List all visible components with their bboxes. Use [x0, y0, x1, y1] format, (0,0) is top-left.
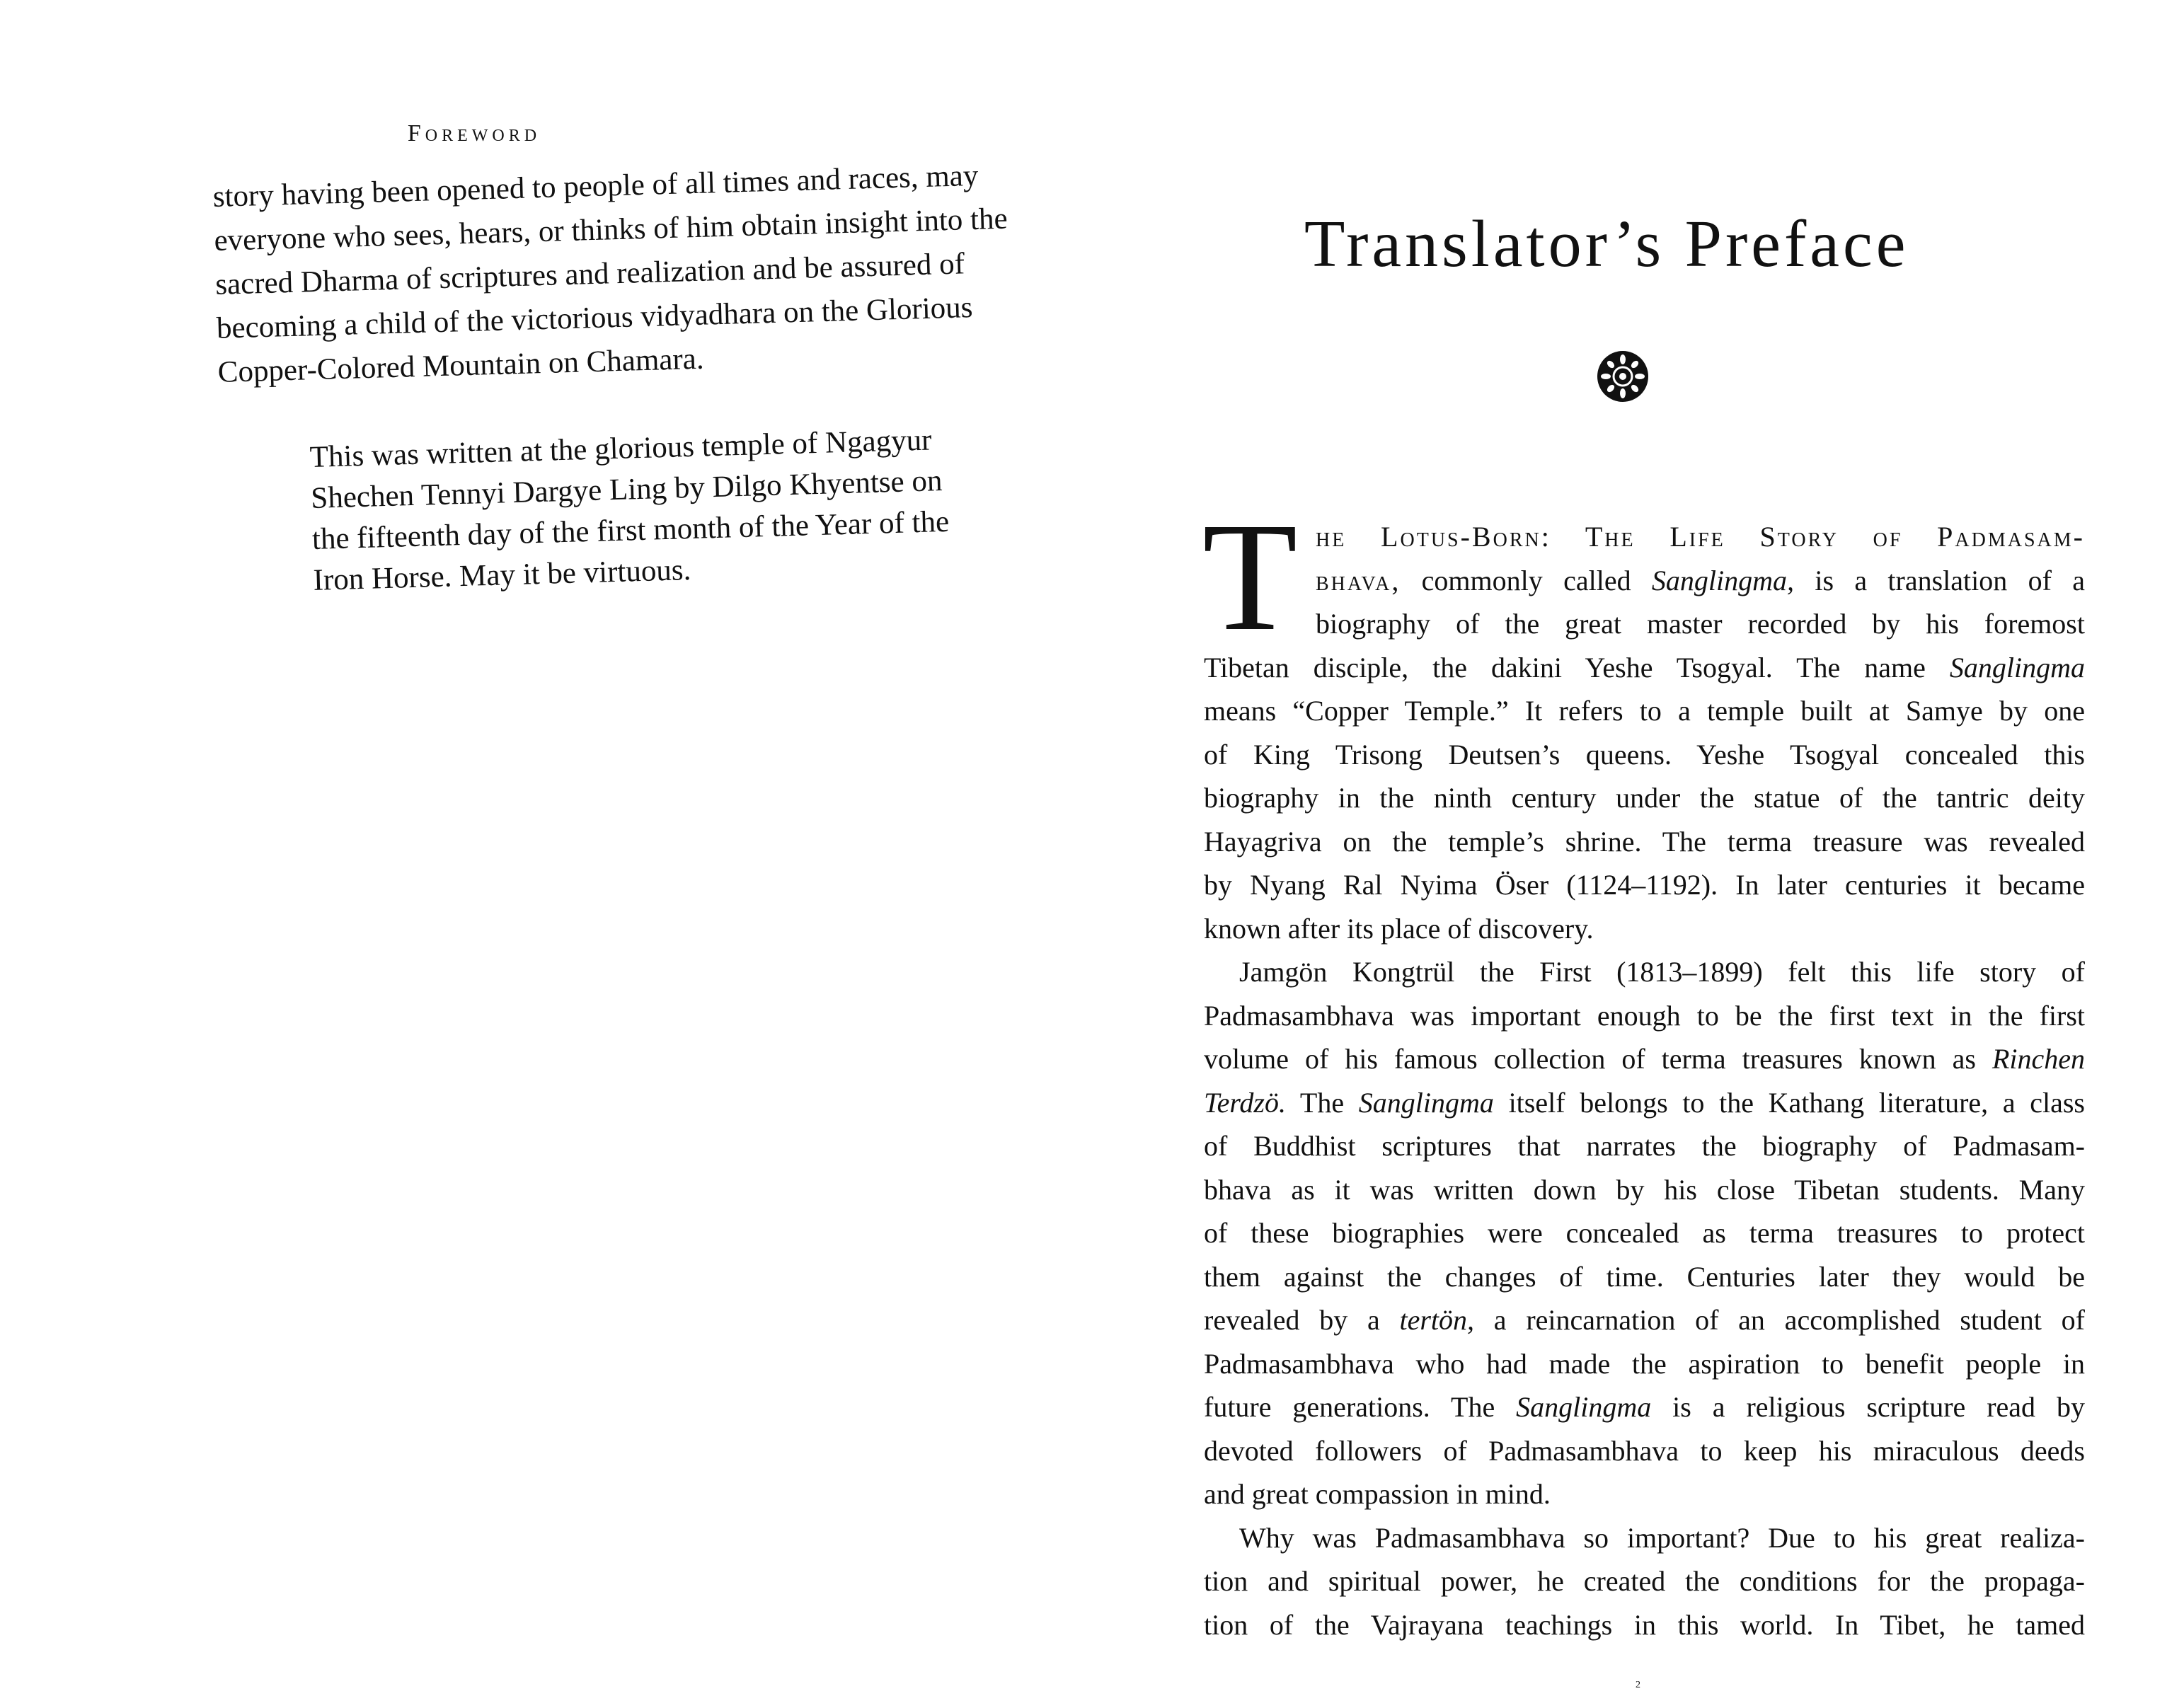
foreword-line: story having been opened to people of all times and races, may [212, 158, 979, 214]
colophon-line: Iron Horse. May it be virtuous. [312, 553, 691, 597]
foreword-line: everyone who sees, hears, or thinks of him obtain insight into the [213, 202, 1008, 258]
preface-line: biography in the ninth century under the statue of the tantric deity [1204, 782, 2085, 814]
preface-line: Why was Padmasambhava so important? Due to his great realiza- [1239, 1521, 2085, 1554]
preface-line: revealed by a tertön, a reincarnation of an accomplished student of [1204, 1304, 2085, 1336]
preface-line: by Nyang Ral Nyima Öser (1124–1192). In later centuries it became [1204, 869, 2085, 901]
preface-line: Padmasambhava who had made the aspiration to benefit people in [1204, 1347, 2085, 1380]
preface-line: future generations. The Sanglingma is a religious scripture read by [1204, 1391, 2085, 1423]
preface-line: tion and spiritual power, he created the conditions for the propaga- [1204, 1565, 2085, 1597]
preface-line: bhava, commonly called Sanglingma, is a translation of a [1316, 564, 2085, 596]
colophon [309, 418, 1007, 601]
preface-line: of Buddhist scriptures that narrates the biography of Padmasam- [1204, 1130, 2085, 1162]
preface-line: biography of the great master recorded by his foremost [1316, 608, 2085, 640]
preface-line: he Lotus-Born: The Life Story of Padmasam- [1316, 521, 2085, 553]
foreword-line: sacred Dharma of scriptures and realization and be assured of [214, 247, 965, 301]
preface-line: means “Copper Temple.” It refers to a temple built at Samye by one [1204, 695, 2085, 727]
preface-line: bhava as it was written down by his close Tibetan students. Many [1204, 1173, 2085, 1206]
running-head: Foreword [407, 120, 541, 146]
preface-line: Terdzö. The Sanglingma itself belongs to the Kathang literature, a class [1204, 1086, 2085, 1119]
colophon-line: This was written at the glorious temple of Ngagyur [309, 423, 933, 474]
foreword-paragraph [212, 151, 1096, 395]
preface-body [1202, 490, 2085, 1646]
colophon-line: Shechen Tennyi Dargye Ling by Dilgo Khyentse on [310, 464, 943, 515]
preface-line: Jamgön Kongtrül the First (1813–1899) felt this life story of [1239, 956, 2085, 988]
preface-line: of King Trisong Deutsen’s queens. Yeshe Tsogyal concealed this [1204, 738, 2085, 771]
lotus-ornament-icon [1596, 350, 1650, 403]
preface-line: and great compassion in mind. [1204, 1478, 1551, 1510]
preface-line: tion of the Vajrayana teachings in this world. In Tibet, he tamed [1204, 1608, 2085, 1641]
drop-cap: T [1202, 490, 1298, 663]
chapter-title: Translator’s Preface [1304, 207, 1909, 281]
preface-line: Tibetan disciple, the dakini Yeshe Tsogyal. The name Sanglingma [1204, 651, 2085, 683]
colophon-line: the fifteenth day of the first month of the Year of the [311, 504, 950, 556]
preface-line: known after its place of discovery. [1204, 912, 1594, 945]
preface-line: Hayagriva on the temple’s shrine. The terma treasure was revealed [1204, 825, 2085, 858]
preface-line: volume of his famous collection of terma treasures known as Rinchen [1204, 1043, 2085, 1075]
page-number: 2 [1636, 1680, 1640, 1690]
preface-line: of these biographies were concealed as terma treasures to protect [1204, 1217, 2085, 1249]
preface-line: devoted followers of Padmasambhava to keep his miraculous deeds [1204, 1434, 2085, 1467]
foreword-line: Copper-Colored Mountain on Chamara. [217, 342, 705, 389]
foreword-line: becoming a child of the victorious vidyadhara on the Glorious [216, 291, 974, 345]
left-page [0, 0, 1092, 1685]
preface-line: them against the changes of time. Centuries later they would be [1204, 1260, 2085, 1293]
preface-line: Padmasambhava was important enough to be the first text in the first [1204, 999, 2085, 1032]
right-page [1092, 0, 2184, 1690]
